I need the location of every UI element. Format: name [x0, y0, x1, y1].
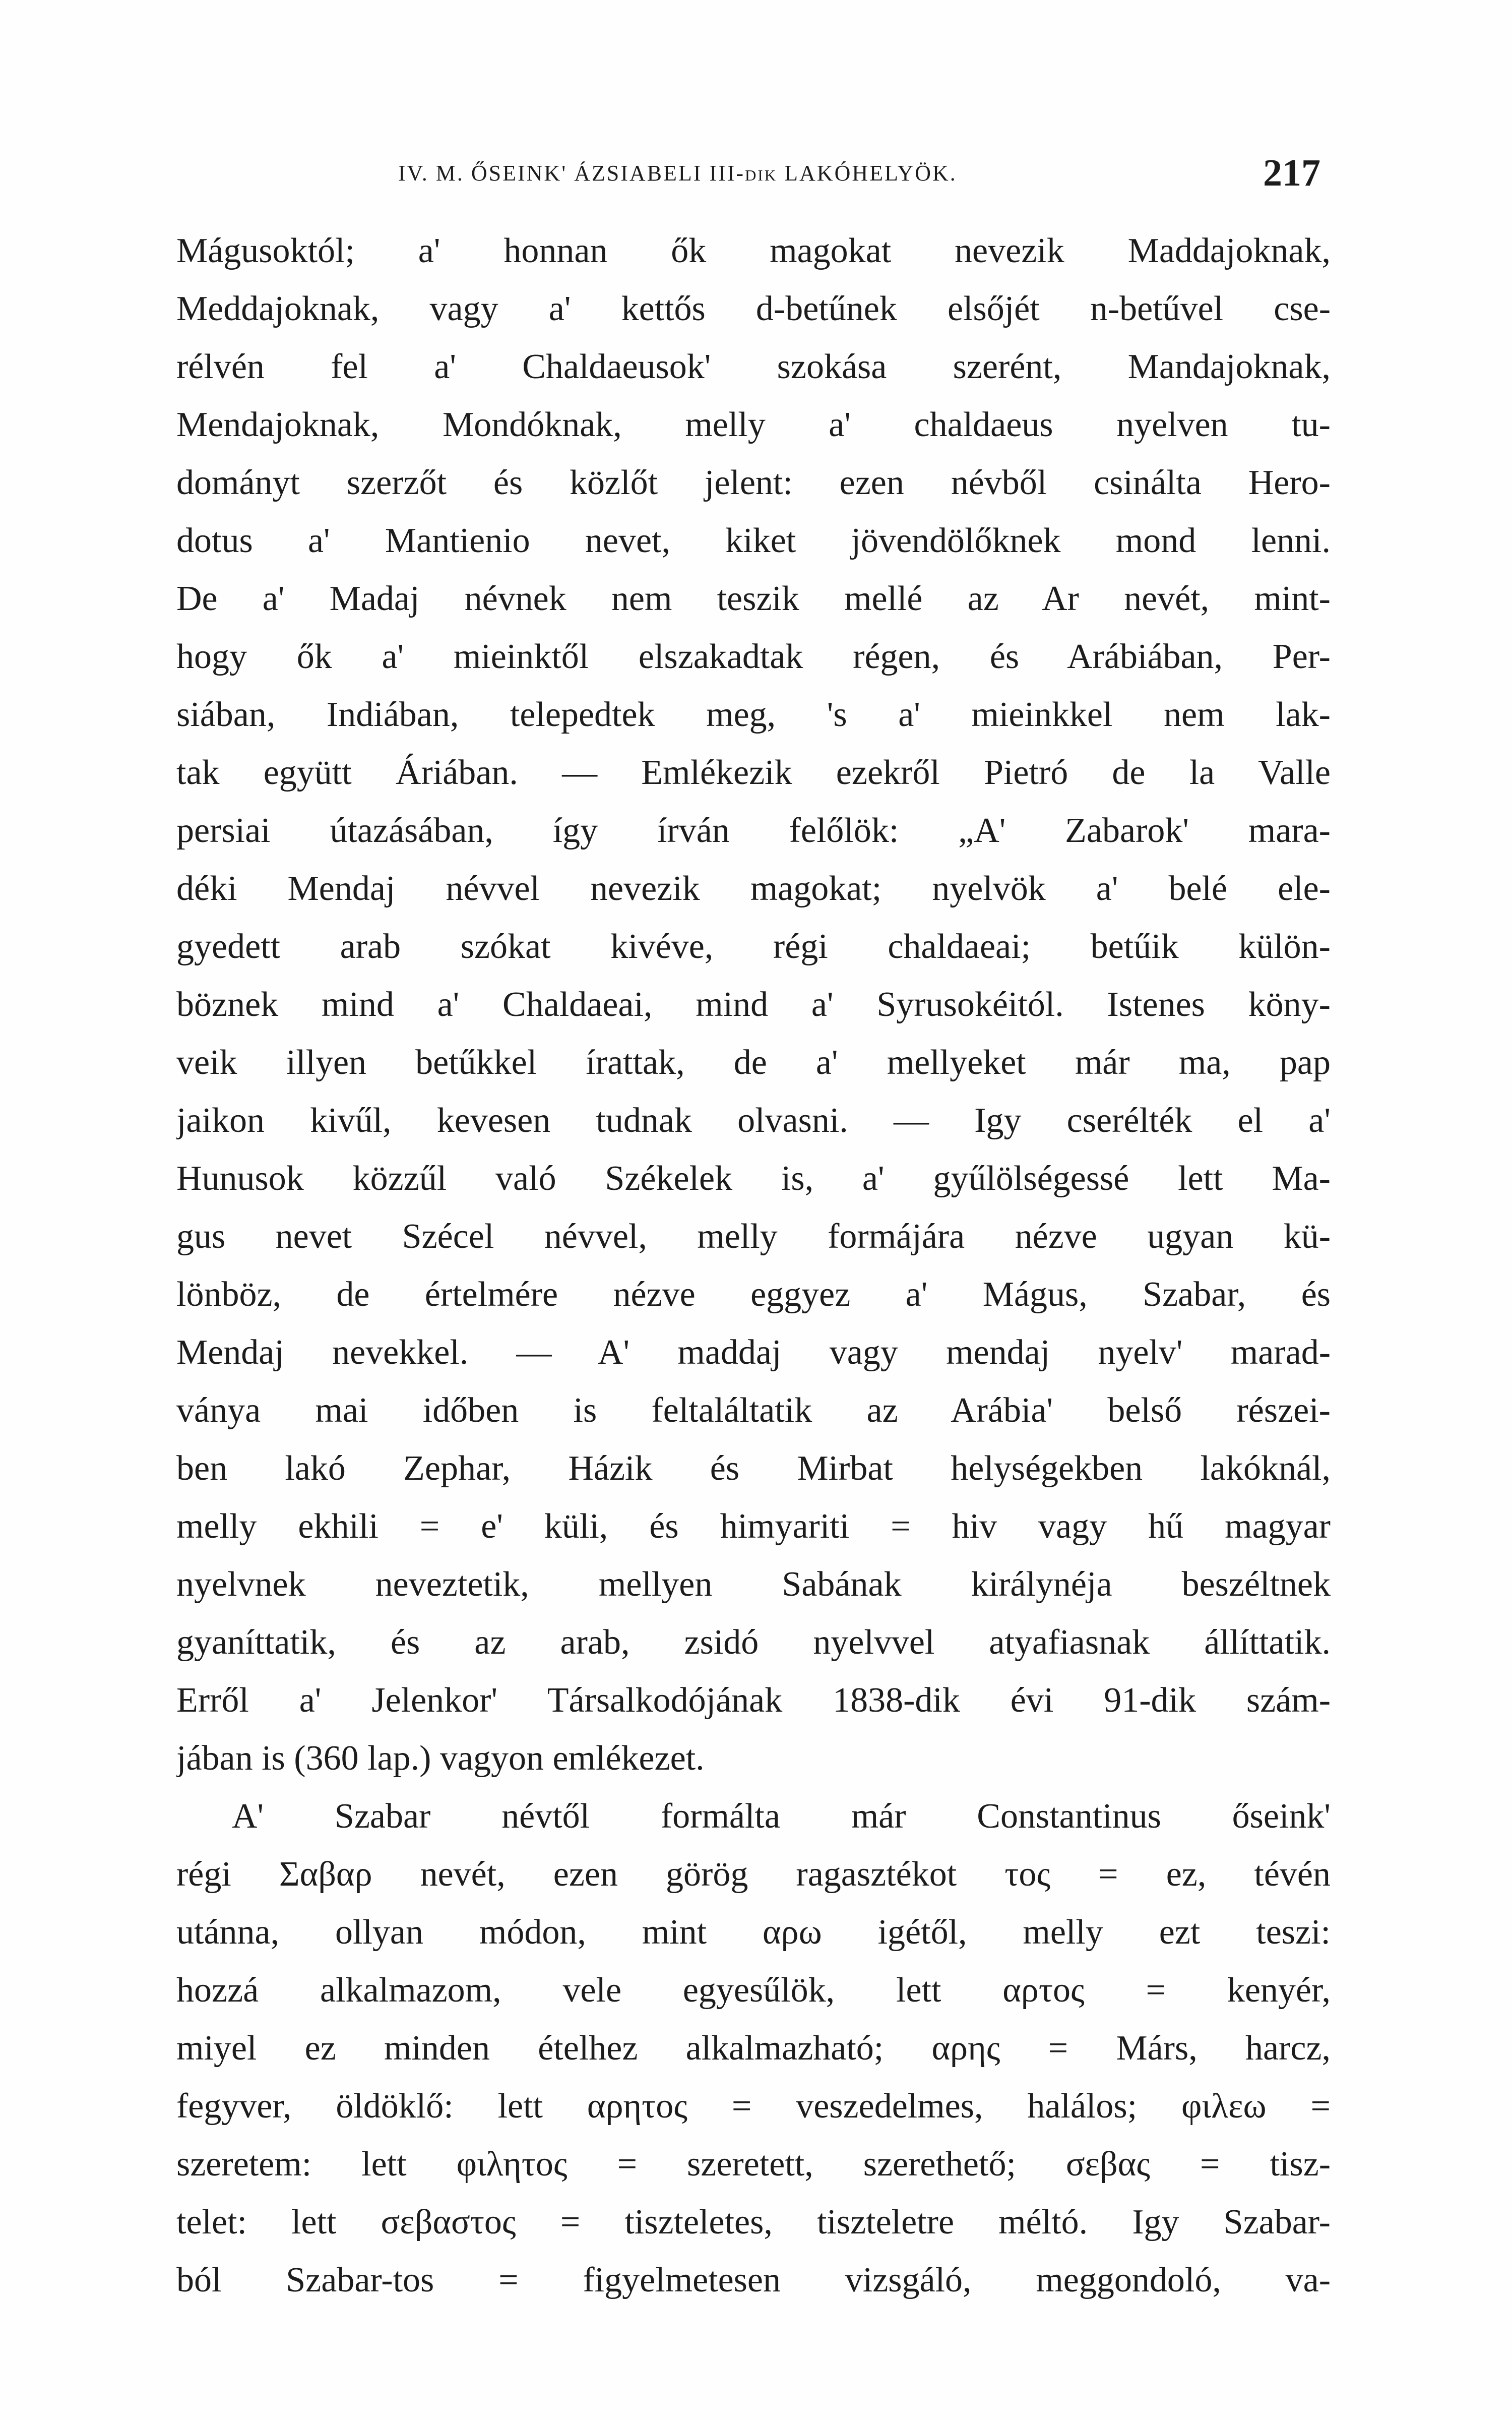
- running-title: IV. M. ŐSEINK' ÁZSIABELI III-dik LAKÓHELYÖK.: [398, 161, 957, 186]
- text-line: Hunusok közzűl való Székelek is, a' gyűlölségessé lett Ma-: [176, 1159, 1331, 1198]
- running-head: [398, 151, 1320, 197]
- text-line: hogy ők a' mieinktől elszakadtak régen, és Arábiában, Per-: [176, 637, 1331, 676]
- page-number: 217: [1263, 152, 1320, 194]
- text-line: De a' Madaj névnek nem teszik mellé az Ar nevét, mint-: [176, 579, 1331, 618]
- text-line: Erről a' Jelenkor' Társalkodójának 1838-dik évi 91-dik szám-: [176, 1681, 1331, 1720]
- text-line: dományt szerzőt és közlőt jelent: ezen névből csinálta Hero-: [176, 463, 1331, 502]
- text-line: miyel ez minden ételhez alkalmazható; αρης = Márs, harcz,: [176, 2029, 1331, 2068]
- text-line: melly ekhili = e' küli, és himyariti = hiv vagy hű magyar: [176, 1507, 1331, 1546]
- text-line: gyedett arab szókat kivéve, régi chaldaeai; betűik külön-: [176, 927, 1331, 966]
- text-line: nyelvnek neveztetik, mellyen Sabának királynéja beszéltnek: [176, 1565, 1331, 1604]
- text-line: déki Mendaj névvel nevezik magokat; nyelvök a' belé ele-: [176, 869, 1331, 908]
- text-line: telet: lett σεβαστος = tiszteletes, tiszteletre méltó. Igy Szabar-: [176, 2203, 1331, 2242]
- text-line: rélvén fel a' Chaldaeusok' szokása szerént, Mandajoknak,: [176, 347, 1331, 386]
- text-line: gus nevet Szécel névvel, melly formájára nézve ugyan kü-: [176, 1217, 1331, 1256]
- text-line: Mendaj nevekkel. — A' maddaj vagy mendaj nyelv' marad-: [176, 1333, 1331, 1372]
- text-line: ból Szabar-tos = figyelmetesen vizsgáló, meggondoló, va-: [176, 2261, 1331, 2299]
- text-line: dotus a' Mantienio nevet, kiket jövendölőknek mond lenni.: [176, 521, 1331, 560]
- text-line: A' Szabar névtől formálta már Constantinus őseink': [232, 1797, 1331, 1836]
- text-line: siában, Indiában, telepedtek meg, 's a' mieinkkel nem lak-: [176, 695, 1331, 734]
- text-line: hozzá alkalmazom, vele egyesűlök, lett αρτος = kenyér,: [176, 1971, 1331, 2010]
- text-line: Meddajoknak, vagy a' kettős d-betűnek elsőjét n-betűvel cse-: [176, 289, 1331, 328]
- text-line: Mendajoknak, Mondóknak, melly a' chaldaeus nyelven tu-: [176, 405, 1331, 444]
- text-line: fegyver, öldöklő: lett αρητος = veszedelmes, halálos; φιλεω =: [176, 2087, 1331, 2126]
- text-line: persiai útazásában, így írván felőlök: „A' Zabarok' mara-: [176, 811, 1331, 850]
- text-line: jaikon kivűl, kevesen tudnak olvasni. — Igy cserélték el a': [176, 1101, 1331, 1140]
- text-line: gyaníttatik, és az arab, zsidó nyelvvel atyafiasnak állíttatik.: [176, 1623, 1331, 1662]
- text-line: veik illyen betűkkel írattak, de a' mellyeket már ma, pap: [176, 1043, 1331, 1082]
- text-line: ben lakó Zephar, Házik és Mirbat helységekben lakóknál,: [176, 1449, 1331, 1488]
- text-line: régi Σαβαρ nevét, ezen görög ragasztékot τος = ez, tévén: [176, 1855, 1331, 1894]
- text-line: ványa mai időben is feltaláltatik az Arábia' belső részei-: [176, 1391, 1331, 1430]
- text-line: szeretem: lett φιλητος = szeretett, szerethető; σεβας = tisz-: [176, 2145, 1331, 2184]
- text-line: tak együtt Áriában. — Emlékezik ezekről Pietró de la Valle: [176, 753, 1331, 792]
- text-line: lönböz, de értelmére nézve eggyez a' Mágus, Szabar, és: [176, 1275, 1331, 1314]
- text-line: böznek mind a' Chaldaeai, mind a' Syrusokéitól. Istenes köny-: [176, 985, 1331, 1024]
- text-line: utánna, ollyan módon, mint αρω igétől, melly ezt teszi:: [176, 1913, 1331, 1952]
- text-line: Mágusoktól; a' honnan ők magokat nevezik Maddajoknak,: [176, 231, 1331, 270]
- body-text: [176, 222, 1331, 2299]
- text-line: jában is (360 lap.) vagyon emlékezet.: [176, 1739, 705, 1778]
